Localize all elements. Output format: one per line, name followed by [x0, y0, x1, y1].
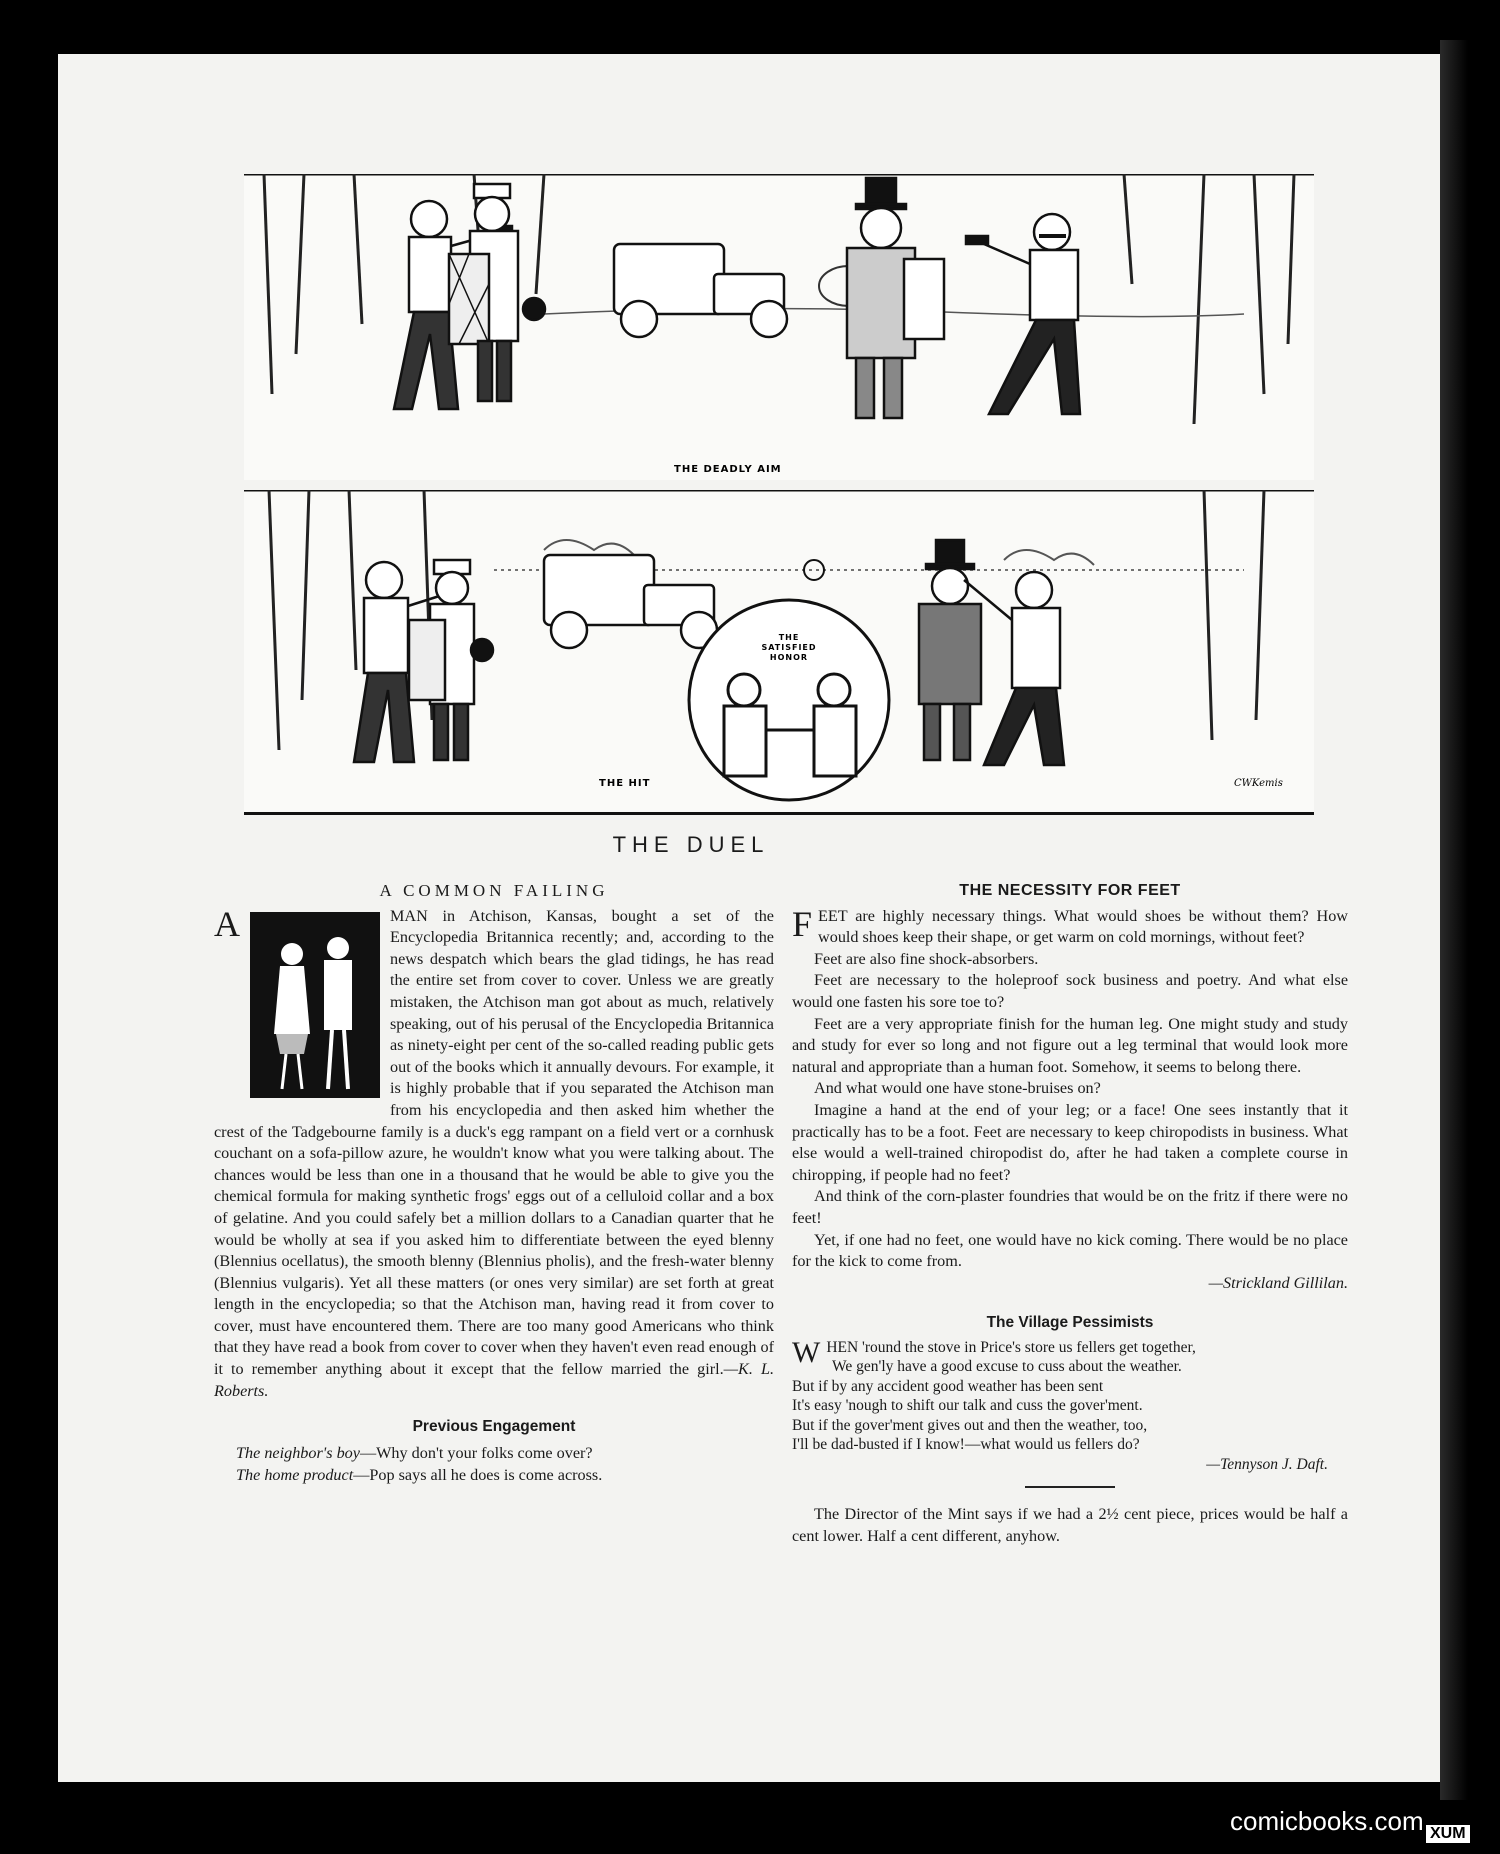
site-watermark: comicbooks.com: [1230, 1806, 1424, 1836]
previous-engagement-dialog: [214, 1442, 774, 1486]
poem-line-2: We gen'ly have a good excuse to cuss about the weather.: [832, 1358, 1182, 1376]
feet-byline: —Strickland Gillilan.: [1208, 1273, 1348, 1292]
watermark-ribbon: XUM: [1426, 1825, 1470, 1843]
dropcap-f: F: [792, 903, 813, 944]
feet-paragraph-4: Feet are a very appropriate finish for the human leg. One might study and study and study for ever so long and not figure out a leg terminal that would look more natural and appropriate than a human foot. Somehow, it seems to belong there.: [792, 1014, 1348, 1076]
poem-line-3: But if by any accident good weather has been sent: [792, 1377, 1104, 1395]
feet-paragraph-7: And think of the corn-plaster foundries that would be on the fritz if there were no feet!: [792, 1187, 1348, 1227]
poem-line-6: I'll be dad-busted if I know!—what would us fellers do?: [792, 1436, 1140, 1454]
dialog-2-line: —Pop says all he does is come across.: [353, 1465, 603, 1484]
dropcap-a: A: [214, 903, 240, 944]
poem-line-1: HEN 'round the stove in Price's store us fellers get together,: [826, 1338, 1196, 1356]
left-column: [214, 880, 774, 1486]
feet-paragraph-3: Feet are necessary to the holeproof sock business and poetry. And what else would one fasten his sore toe to?: [792, 971, 1348, 1011]
poem-line-5: But if the gover'ment gives out and then the weather, too,: [792, 1416, 1148, 1434]
panel1-caption: THE DEADLY AIM: [674, 464, 782, 475]
feet-paragraph-8: Yet, if one had no feet, one would have no kick coming. There would be no place for the kick to come from.: [792, 1230, 1348, 1271]
right-column: [792, 880, 1348, 1548]
article-heading-common-failing: A COMMON FAILING: [379, 881, 609, 900]
previous-engagement-heading: Previous Engagement: [412, 1418, 576, 1436]
cartoon-panel-deadly-aim: [244, 174, 1314, 480]
section-divider: [1025, 1486, 1115, 1488]
inset-caption-line1: THE: [778, 633, 800, 642]
panel2-caption: THE HIT: [599, 778, 651, 789]
village-pessimists-heading: The Village Pessimists: [986, 1314, 1154, 1332]
dialog-1-speaker: The neighbor's boy: [236, 1443, 360, 1462]
poem-line-4: It's easy 'nough to shift our talk and cuss the gover'ment.: [792, 1397, 1143, 1415]
deadly-aim-illustration: [244, 174, 1314, 480]
the-hit-illustration: [244, 490, 1314, 812]
inset-caption-line3: HONOR: [769, 653, 809, 662]
common-failing-body: [214, 903, 774, 1403]
village-pessimists-poem: [792, 1335, 1348, 1475]
dropcap-w: W: [792, 1335, 821, 1369]
cartoon-title: THE DUEL: [612, 832, 770, 857]
feet-paragraph-2: Feet are also fine shock-absorbers.: [814, 949, 1039, 968]
cartoon-panel-the-hit: [244, 490, 1314, 815]
mint-closing-paragraph: The Director of the Mint says if we had a 2½ cent piece, prices would be half a cent lower. Half a cent different, anyhow.: [792, 1505, 1348, 1545]
fashion-couple-illustration: [250, 912, 380, 1098]
article-heading-necessity-for-feet: THE NECESSITY FOR FEET: [959, 882, 1181, 899]
feet-paragraph-5: And what would one have stone-bruises on?: [814, 1079, 1101, 1098]
feet-paragraph-1-text: EET are highly necessary things. What would shoes be without them? How would shoes keep their shape, or get warm on cold mornings, without feet?: [818, 906, 1348, 947]
page-gutter: [1440, 40, 1468, 1800]
poem-byline: —Tennyson J. Daft.: [1206, 1455, 1328, 1473]
feet-paragraph-1: [792, 903, 1348, 949]
artist-signature: CWKemis: [1234, 778, 1283, 789]
dialog-1-line: —Why don't your folks come over?: [359, 1443, 593, 1462]
common-failing-byline: —K. L. Roberts.: [214, 1360, 774, 1400]
inset-caption-line2: SATISFIED: [761, 643, 817, 652]
feet-paragraph-6: Imagine a hand at the end of your leg; or a face! One sees instantly that it practically has to be a foot. Feet are necessary to keep chiropodists in business. What else would a well-trained chiropodist do, after he had taken a complete course in chiropping, if people had no feet?: [792, 1100, 1348, 1184]
common-failing-text: MAN in Atchison, Kansas, bought a set of the Encyclopedia Britannica recently; and, according to the news despatch which bears the glad tidings, he has read the entire set from cover to cover. Unless we are greatly mistaken, the Atchison man got about as much, relatively speaking, out of his perusal of the Encyclopedia Britannica as ninety-eight per cent of the so-called reading public gets out of the books which it annually devours. For example, it is highly probable that if you separated the Atchison man from his encyclopedia and then asked him whether the crest of the Tadgebourne family is a duck's egg rampant on a field vert or a cornhusk couchant on a sofa-pillow azure, he wouldn't know what you were talking about. The chances would be less than one in a thousand that he would be able to give you the chemical formula for making synthetic frogs' eggs out of a celluloid collar and a box of gelatine. And you could safely bet a million dollars to a Canadian quarter that he would be wholly at sea if you asked him to differentiate between the eyed blenny (Blennius ocellatus), the smooth blenny (Blennius pholis), and the fresh-water blenny (Blennius vulgaris). Yet all these matters (or ones very similar) are set forth at great length in the encyclopedia; so that the Atchison man, having read it from cover to cover, must have encountered them. There are too many good Americans who think that they have read a book from cover to cover when they haven't even read enough of it to remember anything about it except that the fellow married the girl.: [214, 906, 774, 1379]
dialog-2-speaker: The home product: [236, 1465, 354, 1484]
